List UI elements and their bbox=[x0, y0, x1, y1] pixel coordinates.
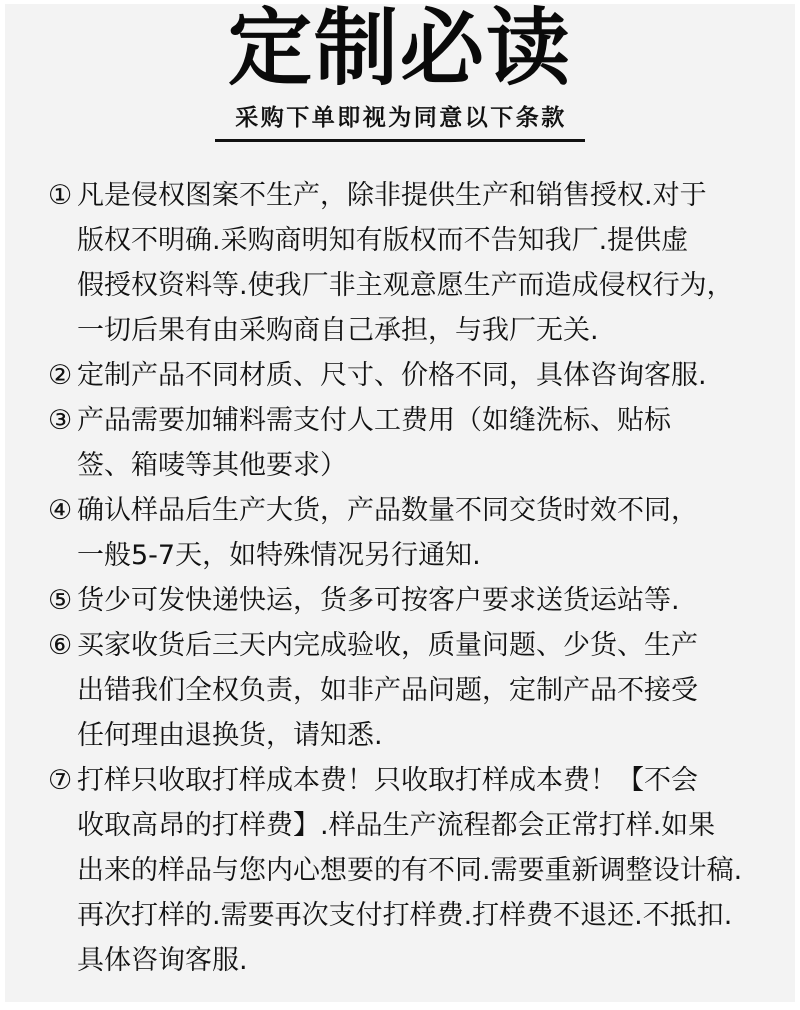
clause-line: 打样只收取打样成本费！只收取打样成本费！【不会 bbox=[77, 765, 698, 796]
clause-line: 一般5-7天，如特殊情况另行通知. bbox=[77, 540, 481, 571]
clause-line: 任何理由退换货，请知悉. bbox=[77, 720, 383, 751]
clause-3 bbox=[48, 398, 768, 488]
clause-line: 具体咨询客服. bbox=[77, 945, 248, 976]
clause-line: 确认样品后生产大货，产品数量不同交货时效不同， bbox=[77, 495, 698, 526]
clause-line: 再次打样的.需要再次支付打样费.打样费不退还.不抵扣. bbox=[77, 900, 733, 931]
clause-text bbox=[77, 173, 768, 353]
clause-number: ⑦ bbox=[48, 765, 73, 796]
clause-line: 出来的样品与您内心想要的有不同.需要重新调整设计稿. bbox=[77, 855, 743, 886]
page-subtitle: 采购下单即视为同意以下条款 bbox=[235, 105, 567, 131]
clause-text bbox=[77, 353, 768, 398]
clause-line: 一切后果有由采购商自己承担，与我厂无关. bbox=[77, 315, 599, 346]
subtitle-underline bbox=[215, 139, 585, 142]
clause-6 bbox=[48, 623, 768, 758]
notice-panel bbox=[5, 4, 795, 1002]
clause-text bbox=[77, 758, 768, 983]
clause-2 bbox=[48, 353, 768, 398]
clause-line: 假授权资料等.使我厂非主观意愿生产而造成侵权行为， bbox=[77, 270, 734, 301]
clause-line: 定制产品不同材质、尺寸、价格不同，具体咨询客服. bbox=[77, 360, 707, 391]
clause-text bbox=[77, 623, 768, 758]
clause-number: ③ bbox=[48, 405, 73, 436]
clause-1 bbox=[48, 173, 768, 353]
clause-number: ② bbox=[48, 360, 73, 391]
clause-line: 签、箱唛等其他要求） bbox=[77, 450, 347, 481]
clause-number: ④ bbox=[48, 495, 73, 526]
clause-text bbox=[77, 488, 768, 578]
clause-line: 买家收货后三天内完成验收，质量问题、少货、生产 bbox=[77, 630, 698, 661]
clause-line: 出错我们全权负责，如非产品问题，定制产品不接受 bbox=[77, 675, 698, 706]
clause-number: ⑤ bbox=[48, 585, 73, 616]
clause-5 bbox=[48, 578, 768, 623]
clause-line: 凡是侵权图案不生产，除非提供生产和销售授权.对于 bbox=[77, 180, 707, 211]
page-title: 定制必读 bbox=[227, 4, 572, 97]
clause-4 bbox=[48, 488, 768, 578]
terms-list bbox=[48, 173, 768, 983]
clause-line: 货少可发快递快运，货多可按客户要求送货运站等. bbox=[77, 585, 680, 616]
clause-text bbox=[77, 398, 768, 488]
clause-7 bbox=[48, 758, 768, 983]
clause-line: 收取高昂的打样费】.样品生产流程都会正常打样.如果 bbox=[77, 810, 716, 841]
clause-number: ① bbox=[48, 180, 73, 211]
clause-text bbox=[77, 578, 768, 623]
clause-line: 版权不明确.采购商明知有版权而不告知我厂.提供虚 bbox=[77, 225, 689, 256]
clause-line: 产品需要加辅料需支付人工费用（如缝洗标、贴标 bbox=[77, 405, 671, 436]
clause-number: ⑥ bbox=[48, 630, 73, 661]
